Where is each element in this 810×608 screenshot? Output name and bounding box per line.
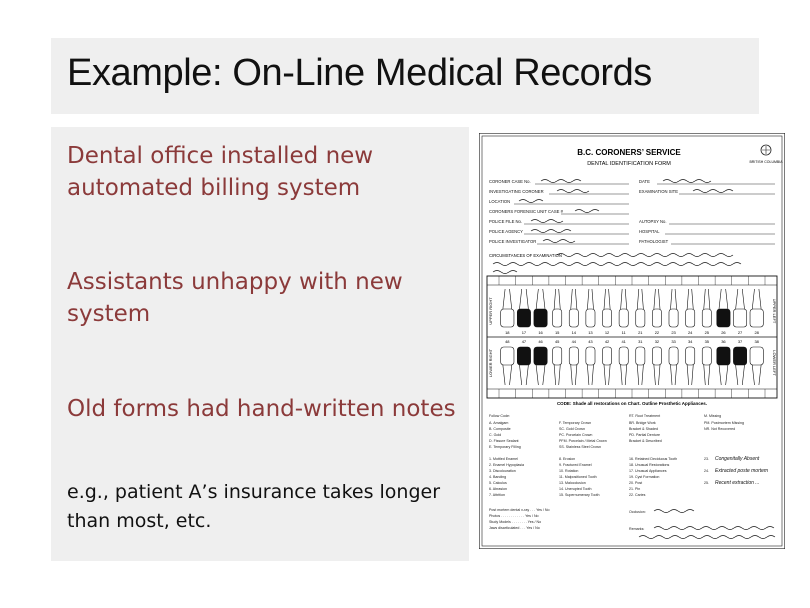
svg-text:15. Supernumerary Tooth: 15. Supernumerary Tooth	[559, 493, 600, 497]
svg-text:20. Post: 20. Post	[629, 481, 643, 485]
svg-text:E. Temporary Filling: E. Temporary Filling	[489, 445, 521, 449]
upper-tooth-number: 26	[721, 330, 726, 335]
upper-tooth-number: 27	[737, 330, 743, 335]
svg-text:4. Banding: 4. Banding	[489, 475, 507, 479]
svg-text:Bracket & Shaded: Bracket & Shaded	[629, 427, 658, 431]
lower-tooth-number: 38	[754, 339, 759, 344]
lower-tooth-number: 41	[621, 339, 626, 344]
lower-tooth-number: 45	[554, 339, 560, 344]
upper-tooth-number: 14	[571, 330, 577, 335]
lower-tooth-number: 34	[687, 339, 693, 344]
svg-text:18. Unusual Restorations: 18. Unusual Restorations	[629, 463, 670, 467]
svg-text:Post mortem dental x-ray . . .: Post mortem dental x-ray . . . Yes / No	[489, 508, 550, 512]
field-location: LOCATION	[489, 199, 511, 204]
svg-text:19. Cyst Formation: 19. Cyst Formation	[629, 475, 660, 479]
circumstances-label: CIRCUMSTANCES OF EXAMINATION	[489, 253, 562, 258]
field-autopsy: AUTOPSY No.	[639, 219, 667, 224]
field-police-agency: POLICE AGENCY	[489, 229, 523, 234]
lower-tooth-number: 44	[571, 339, 577, 344]
logo-text: BRITISH COLUMBIA	[749, 160, 783, 164]
field-police-file: POLICE FILE No.	[489, 219, 523, 224]
svg-text:PC. Porcelain Crown: PC. Porcelain Crown	[559, 433, 593, 437]
svg-text:RT. Root Treatment: RT. Root Treatment	[629, 414, 661, 418]
form-subheader: DENTAL IDENTIFICATION FORM	[587, 161, 671, 167]
field-pathologist: PATHOLOGIST	[639, 239, 669, 244]
code-line: CODE: Shade all restorations on Chart. Outline Prosthetic Appliances.	[556, 401, 708, 406]
upper-tooth-number: 21	[638, 330, 643, 335]
svg-text:SC. Gold Crown: SC. Gold Crown	[559, 427, 585, 431]
lower-tooth-number: 46	[538, 339, 543, 344]
svg-text:M. Missing: M. Missing	[704, 414, 722, 418]
dental-form-image	[479, 133, 785, 549]
field-hospital: HOSPITAL	[639, 229, 660, 234]
svg-text:21. Pin: 21. Pin	[629, 487, 641, 491]
svg-text:13. Malocclusion: 13. Malocclusion	[559, 481, 586, 485]
label-lower-right: LOWER RIGHT	[488, 348, 493, 378]
svg-text:SS. Stainless Steel Crown: SS. Stainless Steel Crown	[559, 445, 601, 449]
svg-text:Occlusion:: Occlusion:	[629, 510, 646, 514]
svg-text:PFM. Porcelain / Metal Crown: PFM. Porcelain / Metal Crown	[559, 439, 607, 443]
upper-tooth-number: 25	[704, 330, 710, 335]
upper-tooth-number: 24	[687, 330, 693, 335]
upper-tooth-number: 11	[621, 330, 626, 335]
svg-text:2. Enamel Hypoplasia: 2. Enamel Hypoplasia	[489, 463, 524, 467]
handwritten-note-1: Congenitally Absent	[715, 456, 760, 462]
svg-text:23.: 23.	[704, 457, 709, 461]
field-investigating-coroner: INVESTIGATING CORONER	[489, 189, 544, 194]
svg-text:24.: 24.	[704, 469, 709, 473]
svg-text:11. Malpositioned Tooth: 11. Malpositioned Tooth	[559, 475, 597, 479]
upper-tooth-number: 12	[604, 330, 610, 335]
slide-title: Example: On-Line Medical Records	[67, 52, 652, 94]
label-upper-left: UPPER LEFT	[772, 298, 777, 324]
upper-tooth-number: 22	[654, 330, 660, 335]
field-police-investigator: POLICE INVESTIGATOR	[489, 239, 537, 244]
label-upper-right: UPPER RIGHT	[488, 297, 493, 325]
bullet-3: Old forms had hand-written notes	[67, 396, 456, 422]
svg-text:Photos . . . . . . . . . . . .: Photos . . . . . . . . . . . . Yes / No	[489, 514, 539, 518]
field-exam-site: EXAMINATION SITE	[639, 189, 679, 194]
handwritten-note-3: Recent extraction ...	[715, 480, 760, 486]
lower-tooth-number: 37	[737, 339, 743, 344]
svg-text:16. Retained Deciduous Tooth: 16. Retained Deciduous Tooth	[629, 457, 678, 461]
sub-bullet: e.g., patient A’s insurance takes longer than most, etc.	[67, 481, 441, 532]
upper-tooth-number: 15	[554, 330, 560, 335]
lower-tooth-number: 31	[638, 339, 643, 344]
svg-text:7. Attrition: 7. Attrition	[489, 493, 505, 497]
svg-text:C. Gold: C. Gold	[489, 433, 502, 437]
upper-tooth-number: 23	[671, 330, 676, 335]
lower-tooth-number: 43	[588, 339, 593, 344]
svg-text:1. Mottled Enamel: 1. Mottled Enamel	[489, 457, 518, 461]
bullet-2: Assistants unhappy with new system	[67, 269, 403, 327]
svg-text:F. Temporary Crown: F. Temporary Crown	[559, 421, 592, 425]
lower-tooth-number: 42	[604, 339, 610, 344]
upper-tooth-number: 28	[754, 330, 759, 335]
svg-text:PD. Partial Denture: PD. Partial Denture	[629, 433, 660, 437]
svg-text:3. Discolouration: 3. Discolouration	[489, 469, 516, 473]
svg-text:5. Calculus: 5. Calculus	[489, 481, 507, 485]
lower-tooth-number: 48	[505, 339, 510, 344]
field-date: DATE	[639, 179, 650, 184]
svg-text:25.: 25.	[704, 481, 709, 485]
lower-tooth-number: 33	[671, 339, 676, 344]
lower-tooth-number: 35	[704, 339, 710, 344]
svg-text:D. Fissure Sealant: D. Fissure Sealant	[489, 439, 519, 443]
svg-text:9. Fractured Enamel: 9. Fractured Enamel	[559, 463, 592, 467]
svg-text:Bracket & Described: Bracket & Described	[629, 439, 662, 443]
svg-text:8. Erosion: 8. Erosion	[559, 457, 576, 461]
svg-text:10. Rotation: 10. Rotation	[559, 469, 579, 473]
bullet-1: Dental office installed new automated billing system	[67, 143, 374, 201]
field-forensic-unit: CORONERS FORENSIC UNIT CASE #	[489, 209, 563, 214]
svg-text:NR. Not Recovered: NR. Not Recovered	[704, 427, 736, 431]
svg-text:A. Amalgam: A. Amalgam	[489, 421, 509, 425]
svg-text:Remarks:: Remarks:	[629, 527, 645, 531]
svg-text:17. Unusual Appliances: 17. Unusual Appliances	[629, 469, 667, 473]
svg-text:B. Composite: B. Composite	[489, 427, 511, 431]
lower-tooth-number: 36	[721, 339, 726, 344]
svg-text:14. Unerupted Tooth: 14. Unerupted Tooth	[559, 487, 592, 491]
lower-tooth-number: 47	[521, 339, 527, 344]
svg-text:Follow Code:: Follow Code:	[489, 414, 510, 418]
form-header: B.C. CORONERS’ SERVICE	[577, 148, 681, 157]
svg-text:Study Models . . . . . . . . Y: Study Models . . . . . . . . Yes / No	[489, 520, 542, 524]
upper-tooth-number: 13	[588, 330, 593, 335]
svg-text:Jaws disarticulated . . . Yes: Jaws disarticulated . . . Yes / No	[489, 526, 540, 530]
upper-tooth-number: 17	[521, 330, 527, 335]
handwritten-note-2: Extracted poste mortem	[715, 468, 769, 474]
upper-tooth-number: 18	[505, 330, 510, 335]
svg-text:BR. Bridge Work: BR. Bridge Work	[629, 421, 656, 425]
upper-tooth-number: 16	[538, 330, 543, 335]
svg-text:6. Abrasion: 6. Abrasion	[489, 487, 507, 491]
svg-text:PM. Postmortem Missing: PM. Postmortem Missing	[704, 421, 744, 425]
lower-tooth-number: 32	[654, 339, 660, 344]
svg-text:22. Caries: 22. Caries	[629, 493, 646, 497]
field-coroner-case: CORONER CASE No.	[489, 179, 531, 184]
label-lower-left: LOWER LEFT	[772, 350, 777, 376]
